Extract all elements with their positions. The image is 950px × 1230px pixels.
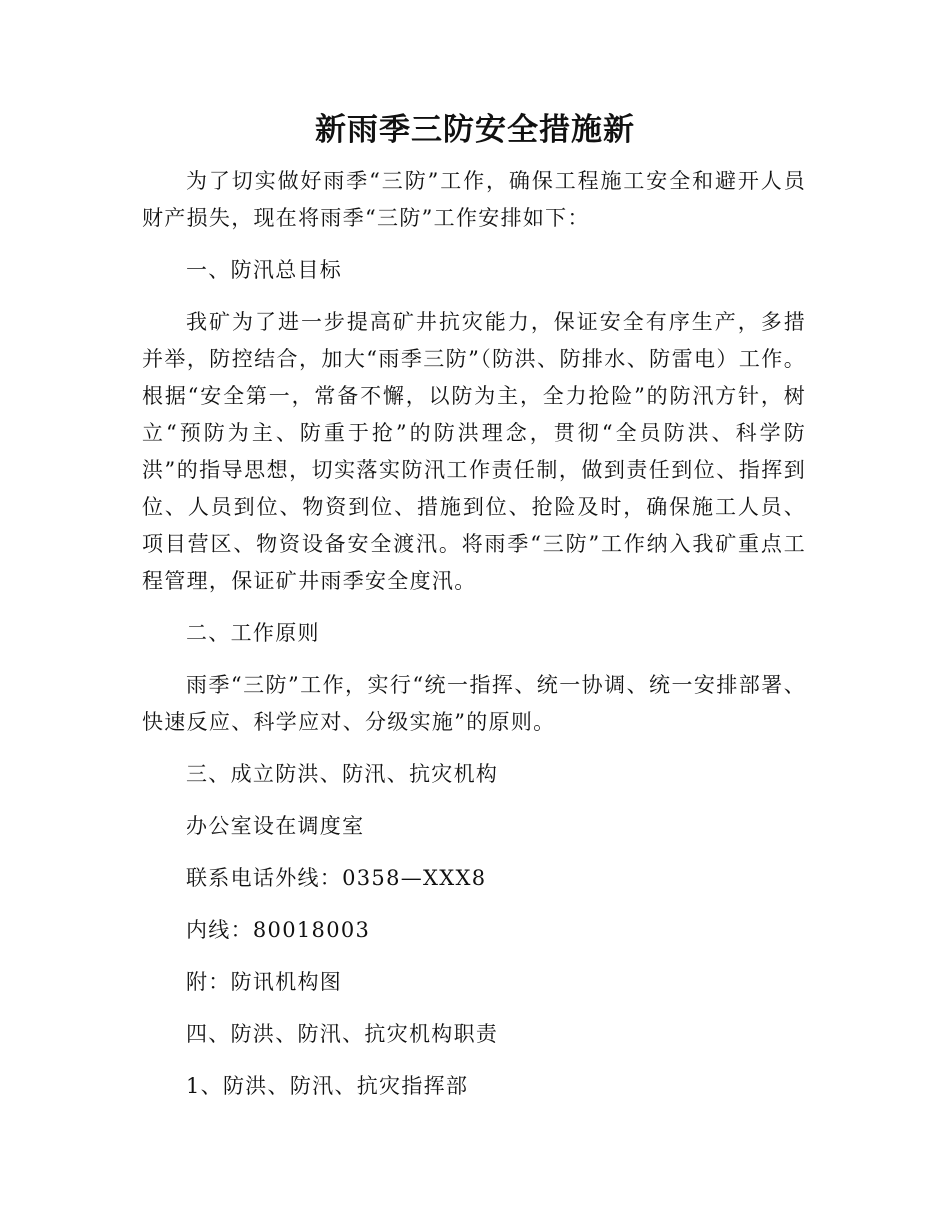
document-body (142, 163, 806, 1120)
subsection-heading-1: 1、防洪、防汛、抗灾指挥部 (186, 1074, 469, 1098)
paragraph-phone-external: 联系电话外线：0358—XXX8 (186, 866, 487, 890)
paragraph-phone-internal: 内线：80018003 (186, 918, 371, 942)
paragraph-intro: 为了切实做好雨季“三防”工作，确保工程施工安全和避开人员财产损失，现在将雨季“三防”工作安排如下： (142, 169, 806, 230)
section-heading-3: 三、成立防洪、防汛、抗灾机构 (186, 762, 499, 786)
paragraph-work-principle: 雨季“三防”工作，实行“统一指挥、统一协调、统一安排部署、快速反应、科学应对、分级实施”的原则。 (142, 673, 806, 734)
paragraph-attachment: 附：防讯机构图 (186, 970, 343, 994)
document-title: 新雨季三防安全措施新 (315, 112, 635, 148)
section-heading-1: 一、防汛总目标 (186, 258, 343, 282)
paragraph-flood-goal: 我矿为了进一步提高矿井抗灾能力，保证安全有序生产，多措并举，防控结合，加大“雨季三防”（防洪、防排水、防雷电）工作。根据“安全第一，常备不懈，以防为主，全力抢险”的防汛方针，树立“预防为主、防重于抢”的防洪理念，贯彻“全员防洪、科学防洪”的指导思想，切实落实防汛工作责任制，做到责任到位、指挥到位、人员到位、物资到位、措施到位、抢险及时，确保施工人员、项目营区、物资设备安全渡汛。将雨季“三防”工作纳入我矿重点工程管理，保证矿井雨季安全度汛。 (142, 310, 806, 593)
section-heading-2: 二、工作原则 (186, 621, 320, 645)
paragraph-office: 办公室设在调度室 (186, 814, 365, 838)
section-heading-4: 四、防洪、防汛、抗灾机构职责 (186, 1022, 499, 1046)
